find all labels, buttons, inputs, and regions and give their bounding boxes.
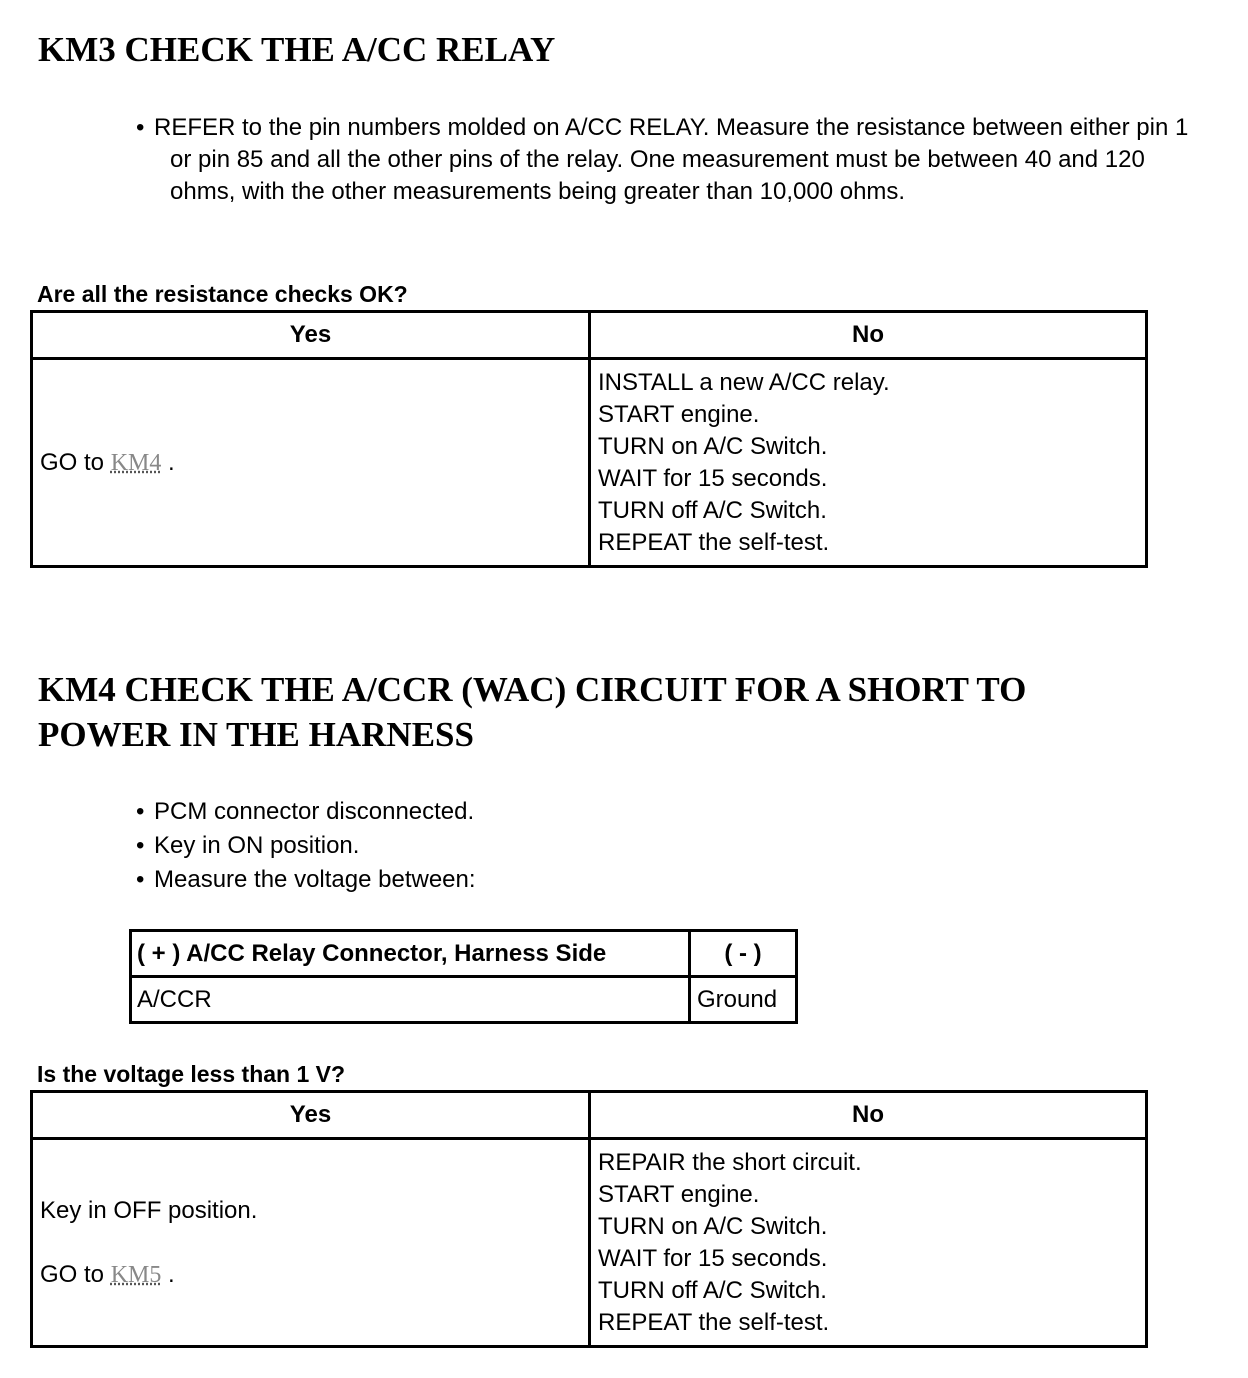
heading-line: POWER IN THE HARNESS [38, 715, 474, 754]
km3-result-table [30, 310, 1148, 568]
step: START engine. [598, 1180, 760, 1208]
km3-question: Are all the resistance checks OK? [37, 281, 408, 307]
step: WAIT for 15 seconds. [598, 464, 828, 492]
period: . [168, 1260, 175, 1288]
step: WAIT for 15 seconds. [598, 1244, 828, 1272]
step: REPAIR the short circuit. [598, 1148, 862, 1176]
km3-heading: KM3 CHECK THE A/CC RELAY [38, 30, 556, 69]
instruction-item: • Measure the voltage between: [118, 863, 476, 897]
instruction-item: • REFER to the pin numbers molded on A/CC RELAY. Measure the resistance between either pin 1 or pin 85 and all the other pins of the relay. One measurement must be between 40 and 120 ohms, with the other measurements being greater than 10,000 ohms. [118, 112, 1208, 208]
step: REPEAT the self-test. [598, 528, 830, 556]
yes-step: Key in OFF position. [40, 1196, 258, 1224]
go-to-text: GO to [40, 448, 105, 476]
step: INSTALL a new A/CC relay. [598, 368, 890, 396]
yes-cell [32, 359, 590, 567]
km4-link[interactable]: KM4 [110, 449, 162, 476]
no-header: No [590, 1092, 1147, 1139]
no-cell [590, 359, 1147, 567]
km5-link[interactable]: KM5 [110, 1261, 162, 1288]
step: START engine. [598, 400, 760, 428]
km4-question: Is the voltage less than 1 V? [37, 1061, 346, 1087]
step: TURN on A/C Switch. [598, 432, 828, 460]
period: . [168, 448, 175, 476]
km4-result-table [30, 1090, 1148, 1348]
step: REPEAT the self-test. [598, 1308, 830, 1336]
km4-instructions [118, 795, 476, 897]
step: TURN off A/C Switch. [598, 1276, 827, 1304]
km3-instructions [118, 112, 1208, 208]
km4-heading [38, 667, 1026, 757]
heading-line: KM4 CHECK THE A/CCR (WAC) CIRCUIT FOR A SHORT TO [38, 670, 1027, 709]
no-cell [590, 1139, 1147, 1347]
measurement-table [129, 929, 798, 1024]
step: TURN on A/C Switch. [598, 1212, 828, 1240]
no-header: No [590, 312, 1147, 359]
positive-value: A/CCR [131, 977, 690, 1023]
instruction-item: • PCM connector disconnected. [118, 795, 476, 829]
yes-cell [32, 1139, 590, 1347]
go-to-text: GO to [40, 1260, 105, 1288]
instruction-item: • Key in ON position. [118, 829, 476, 863]
negative-value: Ground [690, 977, 797, 1023]
yes-header: Yes [32, 312, 590, 359]
negative-header: ( - ) [690, 931, 797, 977]
yes-header: Yes [32, 1092, 590, 1139]
positive-header: ( + ) A/CC Relay Connector, Harness Side [131, 931, 690, 977]
step: TURN off A/C Switch. [598, 496, 827, 524]
